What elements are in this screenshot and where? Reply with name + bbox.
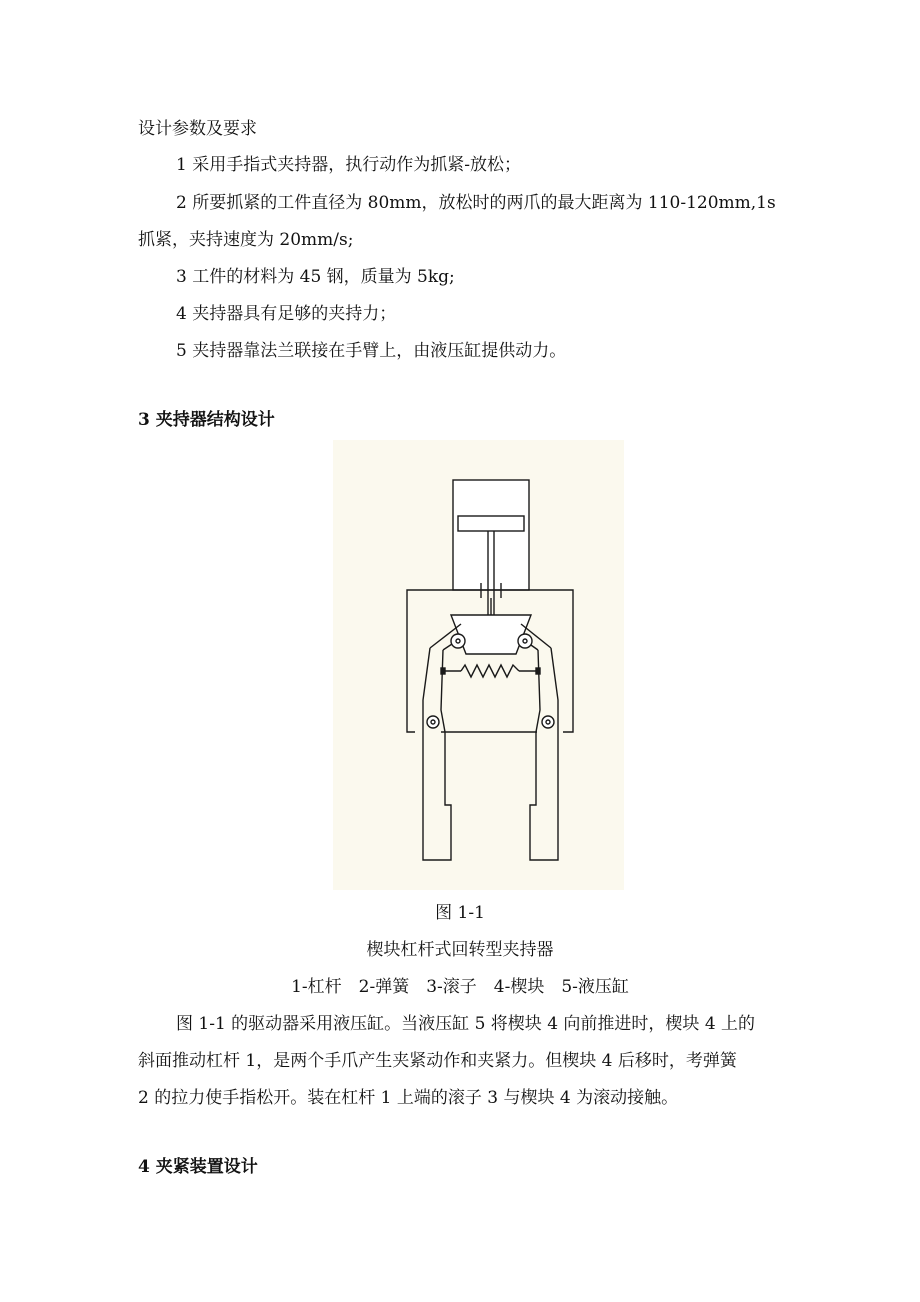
hydraulic-cylinder [453, 480, 529, 590]
wedge-lever-gripper-icon [333, 440, 624, 890]
param-item-5: 5 夹持器靠法兰联接在手臂上，由液压缸提供动力。 [176, 341, 567, 361]
param-item-2-cont: 抓紧，夹持速度为 20mm/s; [138, 230, 354, 250]
paragraph-line-3: 2 的拉力使手指松开。装在杠杆 1 上端的滚子 3 与楔块 4 为滚动接触。 [138, 1088, 679, 1108]
param-item-4: 4 夹持器具有足够的夹持力； [176, 304, 397, 324]
params-heading: 设计参数及要求 [138, 119, 257, 139]
spring-anchor-right [536, 668, 540, 674]
section-3-heading: 3 夹持器结构设计 [138, 410, 275, 430]
piston-head [458, 516, 524, 531]
param-item-1: 1 采用手指式夹持器，执行动作为抓紧-放松； [176, 155, 521, 175]
gripper-diagram [333, 440, 624, 890]
figure-title: 楔块杠杆式回转型夹持器 [366, 940, 554, 960]
param-item-3: 3 工件的材料为 45 钢，质量为 5kg; [176, 267, 455, 287]
spring-anchor-left [441, 668, 445, 674]
left-pivot [427, 716, 439, 728]
right-pivot [542, 716, 554, 728]
figure-label: 图 1-1 [435, 903, 485, 923]
left-roller [451, 634, 465, 648]
paragraph-line-2: 斜面推动杠杆 1，是两个手爪产生夹紧动作和夹紧力。但楔块 4 后移时，考弹簧 [138, 1051, 737, 1071]
figure-legend: 1-杠杆 2-弹簧 3-滚子 4-楔块 5-液压缸 [291, 977, 629, 997]
right-roller [518, 634, 532, 648]
param-item-2: 2 所要抓紧的工件直径为 80mm，放松时的两爪的最大距离为 110-120mm,1s [176, 193, 776, 213]
paragraph-line-1: 图 1-1 的驱动器采用液压缸。当液压缸 5 将楔块 4 向前推进时，楔块 4 上的 [176, 1014, 756, 1034]
section-4-heading: 4 夹紧装置设计 [138, 1157, 258, 1177]
